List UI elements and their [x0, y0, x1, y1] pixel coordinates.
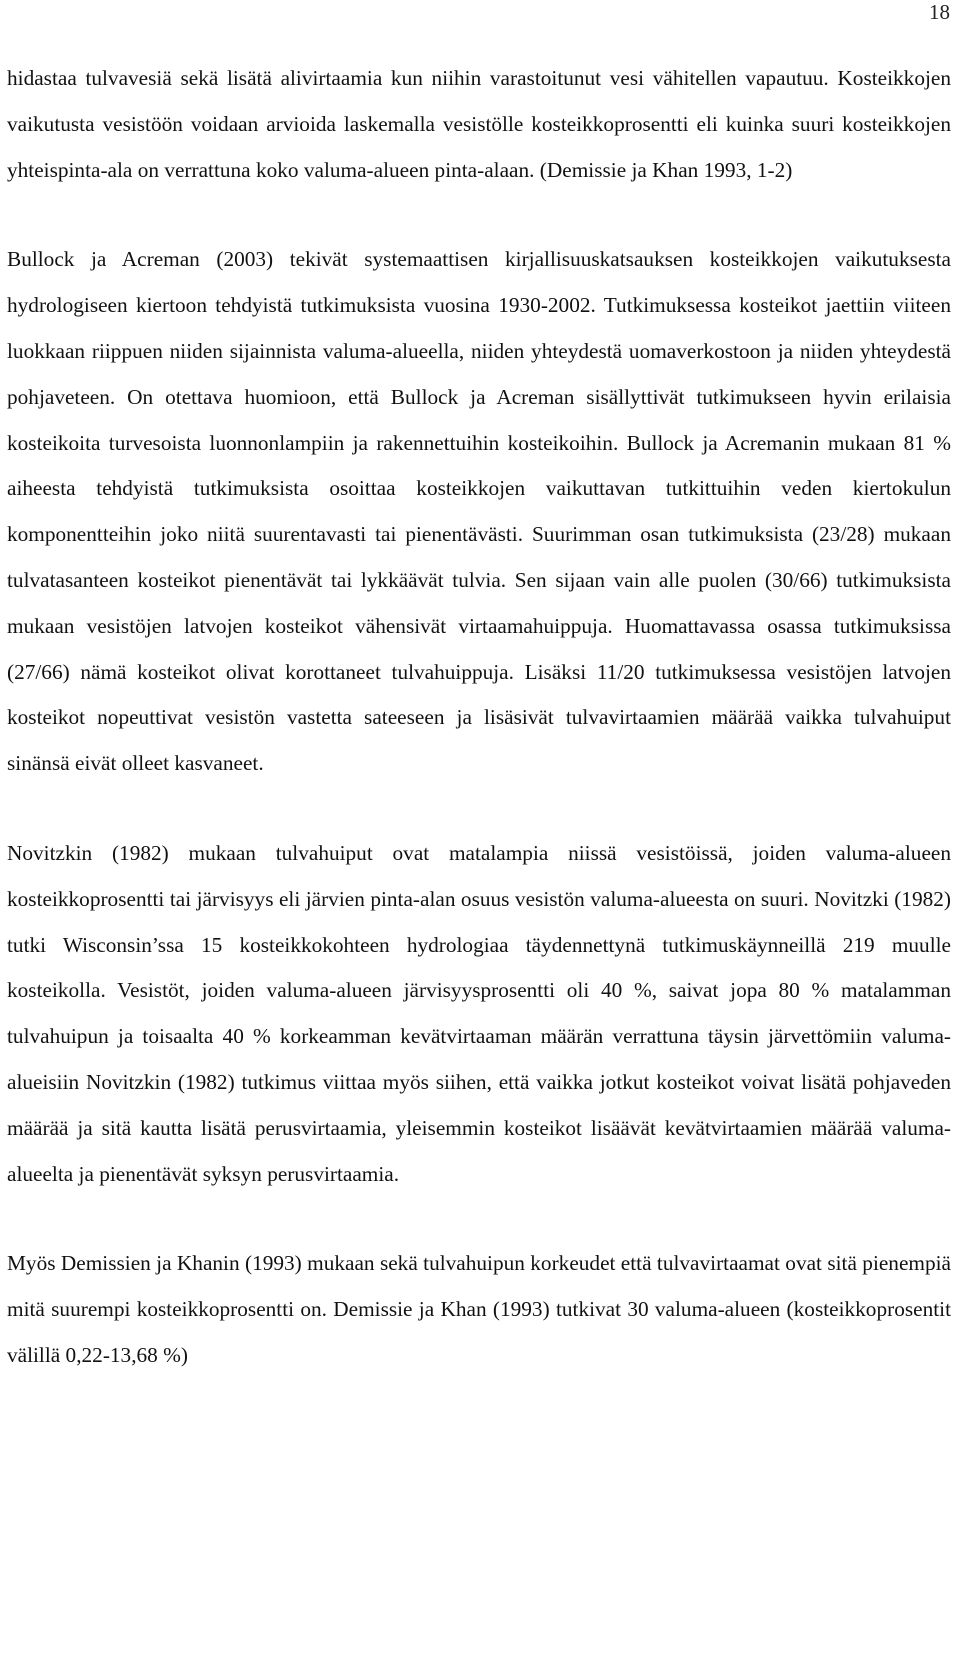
paragraph-1: hidastaa tulvavesiä sekä lisätä alivirtaamia kun niihin varastoitunut vesi vähitellen vapautuu. Kosteikkojen vaikutusta vesistöön voidaan arvioida laskemalla vesistölle kosteikkoprosentti eli kuinka suuri kosteikkojen yhteispinta-ala on verrattuna koko valuma-alueen pinta-alaan. (Demissie ja Khan 1993, 1-2) [7, 66, 951, 182]
paragraph-4: Myös Demissien ja Khanin (1993) mukaan sekä tulvahuipun korkeudet että tulvavirtaamat ovat sitä pienempiä mitä suurempi kosteikkoprosentti on. Demissie ja Khan (1993) tutkivat 30 valuma-alueen (kosteikkoprosentit välillä 0,22-13,68 %) [7, 1251, 951, 1367]
paragraph-2: Bullock ja Acreman (2003) tekivät systemaattisen kirjallisuuskatsauksen kosteikkojen vaikutuksesta hydrologiseen kiertoon tehdyistä tutkimuksista vuosina 1930-2002. Tutkimuksessa kosteikot jaettiin viiteen luokkaan riippuen niiden sijainnista valuma-alueella, niiden yhteydestä uomaverkostoon ja niiden yhteydestä pohjaveteen. On otettava huomioon, että Bullock ja Acreman sisällyttivät tutkimukseen hyvin erilaisia kosteikoita turvesoista luonnonlampiin ja rakennettuihin kosteikoihin. Bullock ja Acremanin mukaan 81 % aiheesta tehdyistä tutkimuksista osoittaa kosteikkojen vaikuttavan tutkittuihin veden kiertokulun komponentteihin joko niitä suurentavasti tai pienentävästi. Suurimman osan tutkimuksista (23/28) mukaan tulvatasanteen kosteikot pienentävät tai lykkäävät tulvia. Sen sijaan vain alle puolen (30/66) tutkimuksista mukaan vesistöjen latvojen kosteikot vähensivät virtaamahuippuja. Huomattavassa osassa tutkimuksissa (27/66) nämä kosteikot olivat korottaneet tulvahuippuja. Lisäksi 11/20 tutkimuksessa vesistöjen latvojen kosteikot nopeuttivat vesistön vastetta sateeseen ja lisäsivät tulvavirtaamien määrää vaikka tulvahuiput sinänsä eivät olleet kasvaneet. [7, 247, 951, 776]
page-number: 18 [929, 0, 950, 24]
paragraph-3: Novitzkin (1982) mukaan tulvahuiput ovat matalampia niissä vesistöissä, joiden valuma-alueen kosteikkoprosentti tai järvisyys eli järvien pinta-alan osuus vesistön valuma-alueesta on suuri. Novitzki (1982) tutki Wisconsin’ssa 15 kosteikkokohteen hydrologiaa täydennettynä tutkimuskäynneillä 219 muulle kosteikolla. Vesistöt, joiden valuma-alueen järvisyysprosentti oli 40 %, saivat jopa 80 % matalamman tulvahuipun ja toisaalta 40 % korkeamman kevätvirtaaman määrän verrattuna täysin järvettömiin valuma-alueisiin Novitzkin (1982) tutkimus viittaa myös siihen, että vaikka jotkut kosteikot voivat lisätä pohjaveden määrää ja sitä kautta lisätä perusvirtaamia, yleisemmin kosteikot lisäävät kevätvirtaamien määrää valuma-alueelta ja pienentävät syksyn perusvirtaamia. [7, 840, 951, 1186]
body-text [7, 56, 951, 1379]
